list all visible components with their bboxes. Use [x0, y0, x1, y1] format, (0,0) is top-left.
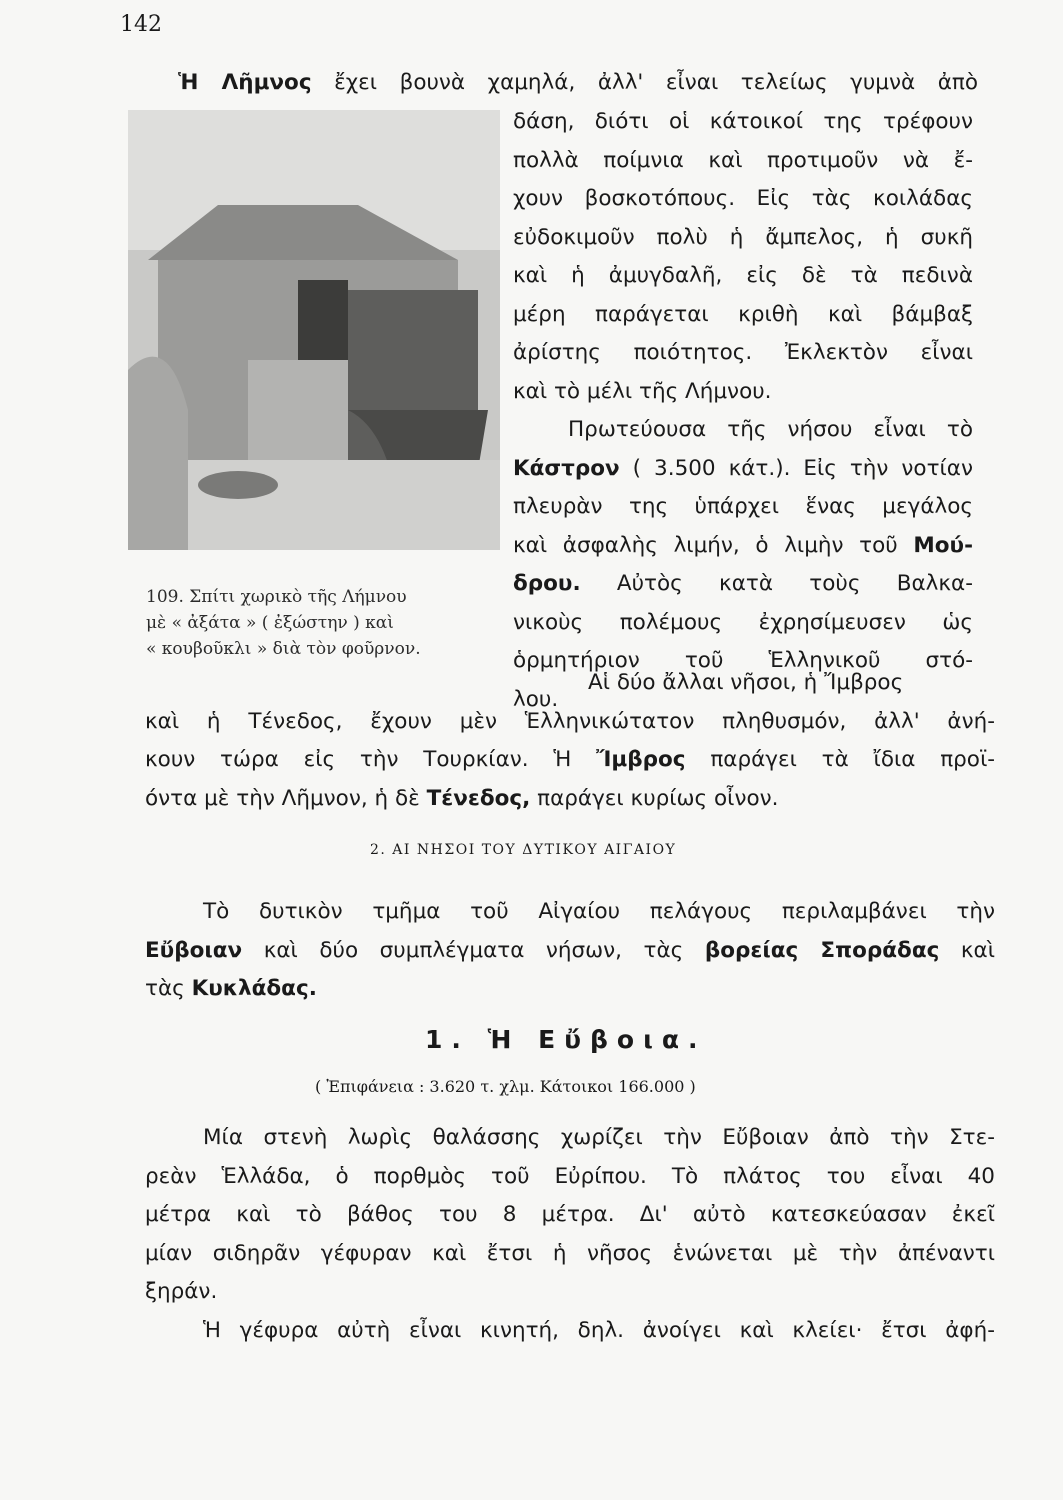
bold-term-kastron: Κάστρον [513, 455, 620, 481]
bold-term-evvoian: Εὔβοιαν [145, 937, 243, 963]
page-number: 142 [120, 12, 162, 37]
paragraph-2: Πρωτεύουσα τῆς νήσου εἶναι τὸ [568, 417, 973, 442]
bold-term-tenedos: Τένεδος, [426, 785, 531, 811]
area-population-line: ( Ἐπιφάνεια : 3.620 τ. χλμ. Κάτοικοι 166.000 ) [315, 1077, 696, 1096]
section-heading: 2. ΑΙ ΝΗΣΟΙ ΤΟΥ ΔΥΤΙΚΟΥ ΑΙΓΑΙΟΥ [370, 842, 677, 858]
bold-term-limnos: Ἡ Λῆμνος [178, 70, 312, 95]
subsection-title: 1. Ἡ Εὔβοια. [425, 1025, 707, 1054]
paragraph-1-first-line: Ἡ Λῆμνος ἔχει βουνὰ χαμηλά, ἀλλ' εἶναι τελείως γυμνὰ ἀπὸ [178, 70, 978, 95]
house-photograph [128, 110, 500, 550]
paragraph-3: Αἱ δύο ἄλλαι νῆσοι, ἡ Ἴμβρος καὶ ἡ Τένεδος, ἔχουν μὲν Ἑλληνικώτατον πληθυσμόν, ἀλλ' ἀνή- κουν τώρα εἰς τὴν Τουρκίαν. Ἡ Ἴμβρος παράγει τὰ ἴδια προϊ- όντα μὲ τὴν Λῆμνον, ἡ δὲ Τένεδος, παράγει κυρίως οἶνον. [145, 670, 995, 811]
bold-term-imvros: Ἴμβρος [596, 747, 686, 772]
paragraph-5: Μία στενὴ λωρὶς θαλάσσης χωρίζει τὴν Εὔβοιαν ἀπὸ τὴν Στε- ρεὰν Ἑλλάδα, ὁ πορθμὸς τοῦ Εὐρίπου. Τὸ πλάτος του εἶναι 40 μέτρα καὶ τὸ βάθος του 8 μέτρα. Δι' αὐτὸ κατεσκεύασαν ἐκεῖ μίαν σιδηρᾶν γέφυραν καὶ ἔτσι ἡ νῆσος ἑνώνεται μὲ τὴν ἀπέναντι ξηράν. Ἡ γέφυρα αὐτὴ εἶναι κινητή, δηλ. ἀνοίγει καὶ κλείει· ἔτσι ἀφή- [145, 1119, 995, 1350]
figure-caption: 109. Σπίτι χωρικὸ τῆς Λήμνου μὲ « ἀξάτα » ( ἐξώστην ) καὶ « κουβοῦκλι » διὰ τὸν φοῦρνον. [146, 587, 421, 659]
paragraph-4: Τὸ δυτικὸν τμῆμα τοῦ Αἰγαίου πελάγους περιλαμβάνει τὴν Εὔβοιαν καὶ δύο συμπλέγματα νήσων, τὰς βορείας Σποράδας καὶ τὰς Κυκλάδας. [145, 899, 995, 1001]
paragraph-6: Ἡ γέφυρα αὐτὴ εἶναι κινητή, δηλ. ἀνοίγει καὶ κλείει· ἔτσι ἀφή- [203, 1317, 995, 1343]
bold-term-moudrou: Μού- [913, 532, 973, 558]
bold-term-sporades: βορείας Σποράδας [704, 937, 940, 963]
paragraph-1-column: δάση, διότι οἱ κάτοικοί της τρέφουν πολλὰ ποίμνια καὶ προτιμοῦν νὰ ἔ- χουν βοσκοτόπους. Εἰς τὰς κοιλάδας εὐδοκιμοῦν πολὺ ἡ ἄμπελος, ἡ συκῆ καὶ ἡ ἀμυγδαλῆ, εἰς δὲ τὰ πεδινὰ μέρη παράγεται κριθὴ καὶ βάμβαξ ἀρίστης ποιότητος. Ἐκλεκτὸν εἶναι καὶ τὸ μέλι τῆς Λήμνου. Πρωτεύουσα τῆς νήσου εἶναι τὸ Κάστρον ( 3.500 κάτ.). Εἰς τὴν νοτίαν πλευρὰν της ὑπάρχει ἕνας μεγάλος καὶ ἀσφαλὴς λιμήν, ὁ λιμὴν τοῦ Μού- δρου. Αὐτὸς κατὰ τοὺς Βαλκα- νικοὺς πολέμους ἐχρησίμευσεν ὡς ὁρμητήριον τοῦ Ἑλληνικοῦ στό- λου. [513, 109, 973, 712]
bold-term-kyklades: Κυκλάδας. [191, 976, 317, 1001]
house-photo-illustration [128, 110, 500, 550]
